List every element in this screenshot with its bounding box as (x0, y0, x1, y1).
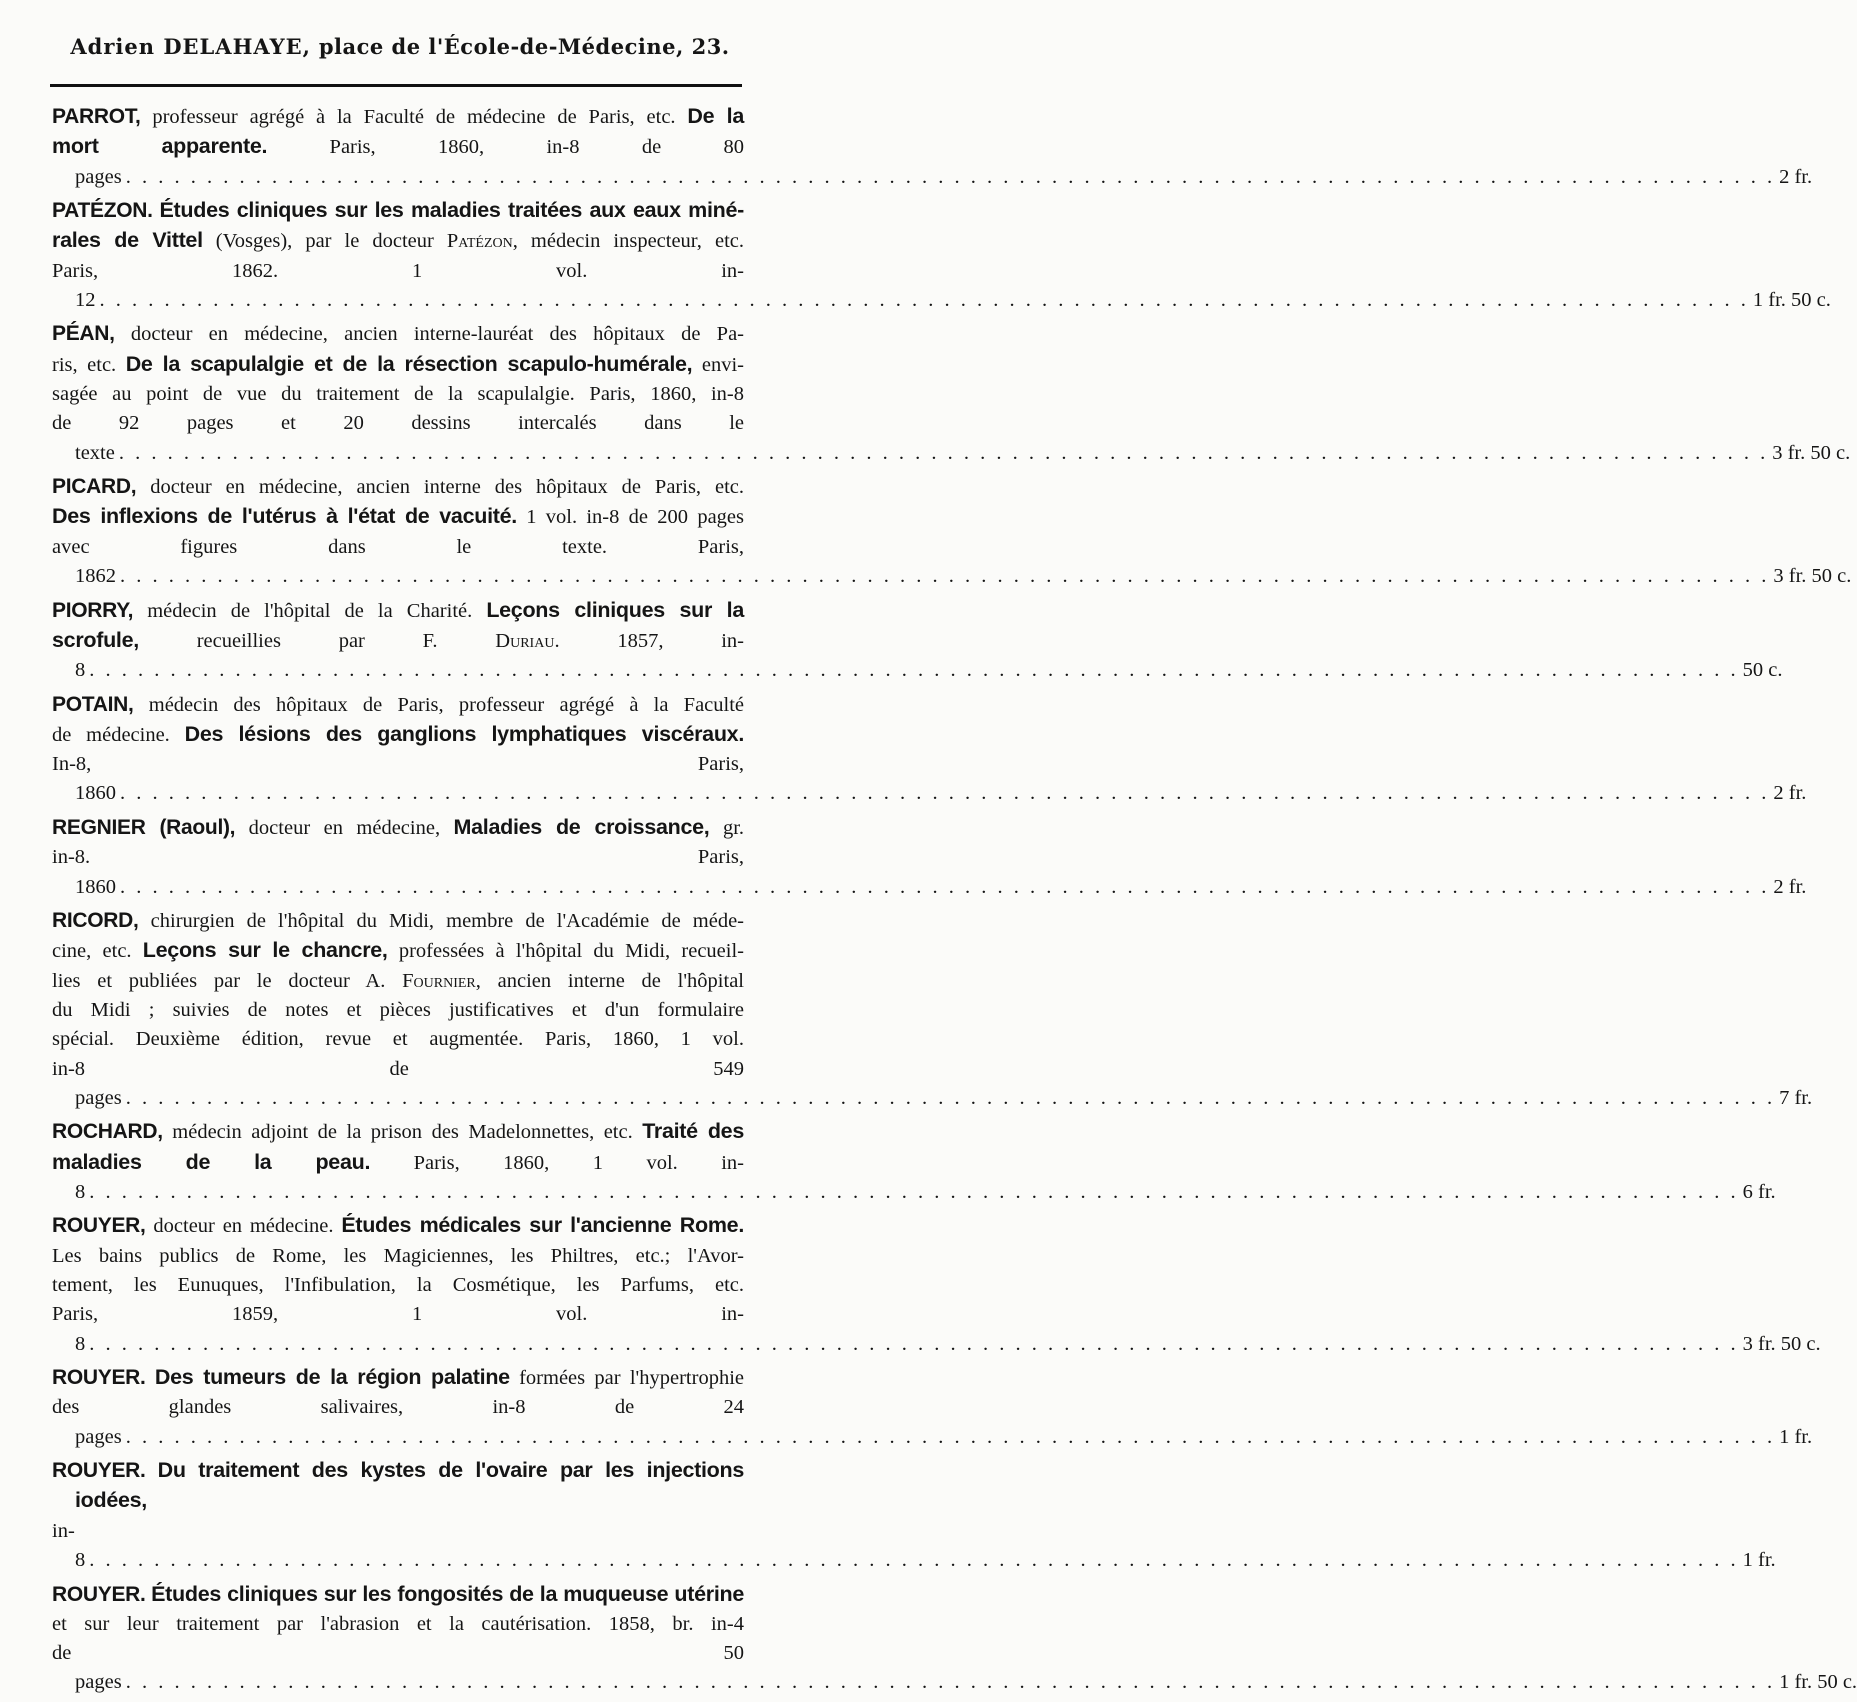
entry-author: ROCHARD, (52, 1120, 163, 1144)
dot-leader (89, 1333, 1738, 1355)
entry-text: sagée au point de vue du traitement de la scapulalgie. Paris, 1860, in-8 (52, 383, 744, 406)
entry-title: Études médicales sur l'ancienne Rome. (341, 1213, 744, 1238)
entry-price: 3 fr. 50 c. (1773, 565, 1852, 588)
entry-line (52, 1055, 1813, 1114)
entry-line (52, 132, 1813, 192)
entry-text: . 1857, in-8 (75, 629, 744, 682)
running-header (0, 34, 800, 59)
entry-text: docteur en médecine, ancien interne des hôpitaux de Paris, etc. (150, 476, 745, 499)
entry-text: de médecine. (52, 723, 185, 746)
entry-line (52, 906, 745, 936)
catalogue-entry (52, 1363, 1813, 1452)
entry-author: PÉAN, (52, 322, 115, 346)
entry-author: RICORD, (52, 909, 139, 933)
entry-line (52, 1610, 744, 1639)
catalogue-entry (52, 196, 1831, 315)
entry-line (52, 1148, 1776, 1208)
entry-title: maladies de la peau. (52, 1149, 371, 1174)
dot-leader (89, 1181, 1738, 1203)
entry-price: 2 fr. (1779, 165, 1813, 188)
entry-price: 50 c. (1742, 659, 1783, 682)
entry-text: envi- (692, 353, 744, 376)
entry-price: 1 fr. 50 c. (1752, 288, 1831, 311)
entry-line (52, 350, 744, 380)
catalogue-entry (52, 472, 1852, 591)
entry-author: ROUYER. (52, 1459, 146, 1483)
entry-text: recueillies par F. (138, 629, 496, 652)
catalogue-entry (52, 1580, 1857, 1698)
dot-leader (89, 659, 1738, 681)
entry-author: ROUYER, (52, 1214, 146, 1238)
catalogue-entries (52, 102, 1857, 1702)
entry-text: Paris, 1860, 1 vol. in-8 (75, 1151, 745, 1203)
entry-title: scrofule, (52, 627, 139, 652)
dot-leader (119, 442, 1768, 464)
dot-leader (126, 1671, 1775, 1693)
dot-leader (120, 782, 1769, 804)
entry-title: Leçons cliniques sur la (486, 597, 744, 622)
entry-text: gr. (709, 816, 745, 839)
entry-line (52, 533, 1852, 592)
entry-price: 1 fr. (1742, 1549, 1776, 1572)
catalogue-entry (52, 102, 1813, 192)
header-rule (50, 84, 742, 87)
entry-price: 6 fr. (1742, 1180, 1776, 1203)
entry-price: 3 fr. 50 c. (1742, 1332, 1821, 1355)
entry-text: tement, les Eunuques, l'Infibulation, la Cosmétique, les Parfums, etc. (52, 1273, 744, 1296)
entry-title: rales de Vittel (52, 228, 203, 253)
entry-line (52, 690, 745, 720)
dot-leader (89, 1549, 1738, 1571)
entry-text: de 50 pages (52, 1642, 744, 1694)
entry-text: in-8. Paris, 1860 (52, 846, 744, 898)
entry-price: 1 fr. 50 c. (1779, 1671, 1857, 1694)
entry-title: Leçons sur le chancre, (142, 938, 388, 963)
entry-text: (Vosges), par le docteur (202, 230, 447, 253)
entry-line (52, 1393, 1813, 1452)
catalogue-entry (52, 813, 1807, 902)
entry-title: Études cliniques sur les maladies traitées aux eaux miné- (159, 198, 745, 223)
entry-title: De la scapulalgie et de la résection scapulo-humérale, (125, 351, 693, 376)
entry-author: PIORRY, (52, 598, 134, 622)
entry-text: des glandes salivaires, in-8 de 24 pages (52, 1396, 744, 1448)
entry-author: ROUYER. (52, 1582, 146, 1606)
entry-text: médecin des hôpitaux de Paris, professeur agrégé à la Faculté (148, 693, 745, 716)
entry-line (52, 472, 745, 502)
entry-author: PATÉZON. (52, 199, 153, 223)
dot-leader (126, 1426, 1775, 1448)
entry-author: ROUYER. (52, 1366, 146, 1390)
entry-line (52, 936, 744, 966)
catalogue-entry (52, 1211, 1821, 1358)
entry-line (52, 319, 744, 349)
entry-text: In-8, Paris, 1860 (52, 753, 744, 805)
entry-line (52, 1517, 1776, 1576)
dot-leader (126, 1087, 1775, 1109)
entry-price: 1 fr. (1779, 1425, 1813, 1448)
entry-line (52, 813, 745, 843)
entry-title: Études cliniques sur les fongosités de la muqueuse utérine (151, 1581, 744, 1606)
entry-text: de 92 pages et 20 dessins intercalés dans le texte (52, 412, 744, 464)
entry-line (52, 626, 1783, 686)
entry-person: Fournier (402, 969, 476, 992)
entry-line (52, 843, 1807, 902)
publisher-address: place de l'École-de-Médecine, 23. (318, 34, 730, 59)
entry-text: Paris, 1860, in-8 de 80 pages (75, 136, 745, 188)
entry-text: et sur leur traitement par l'abrasion et la cautérisation. 1858, br. in-4 (52, 1612, 744, 1635)
entry-line (52, 502, 744, 532)
entry-line (52, 257, 1831, 316)
entry-line (52, 1456, 745, 1517)
entry-text: , médecin inspecteur, etc. (512, 230, 744, 253)
entry-line (52, 996, 744, 1025)
entry-line (52, 720, 745, 750)
entry-line (52, 409, 1851, 468)
entry-line (52, 1639, 1857, 1698)
entry-title: Des inflexions de l'utérus à l'état de vacuité. (52, 504, 517, 529)
entry-line (52, 1025, 744, 1054)
entry-line (52, 1211, 744, 1241)
entry-title: De la (687, 104, 744, 128)
entry-person: Duriau (495, 629, 555, 652)
entry-text: Les bains publics de Rome, les Magiciennes, les Philtres, etc.; l'Avor- (52, 1244, 744, 1267)
entry-author: PARROT, (52, 105, 141, 128)
catalogue-entry (52, 1456, 1776, 1575)
catalogue-entry (52, 319, 1851, 467)
entry-text: spécial. Deuxième édition, revue et augmentée. Paris, 1860, 1 vol. (52, 1028, 744, 1051)
dot-leader (126, 166, 1775, 188)
entry-line (52, 967, 744, 996)
entry-text: chirurgien de l'hôpital du Midi, membre de l'Académie de méde- (150, 910, 745, 933)
entry-line (52, 1271, 744, 1300)
catalogue-entry (52, 690, 1807, 809)
entry-text: du Midi ; suivies de notes et pièces justificatives et d'un formulaire (52, 998, 744, 1021)
entry-text: médecin de l'hôpital de la Charité. (147, 599, 487, 622)
entry-line (52, 596, 744, 626)
entry-title: Maladies de croissance, (453, 814, 710, 839)
entry-title: Des lésions des ganglions lymphatiques viscéraux. (184, 721, 745, 746)
entry-line (52, 1580, 744, 1610)
entry-text: ris, etc. (52, 353, 126, 376)
catalogue-entry (52, 596, 1783, 686)
catalogue-entry (52, 906, 1813, 1113)
entry-text: médecin adjoint de la prison des Madelonnettes, etc. (172, 1121, 643, 1144)
dot-leader (120, 876, 1769, 898)
entry-line (52, 196, 745, 226)
entry-title: Traité des (642, 1119, 744, 1144)
entry-line (52, 102, 744, 132)
entry-text: 1 vol. in-8 de 200 pages (516, 506, 744, 529)
entry-price: 2 fr. (1773, 782, 1807, 805)
entry-line (52, 380, 744, 409)
entry-title: mort apparente. (52, 134, 268, 159)
dot-leader (120, 565, 1769, 587)
publisher-name: Adrien DELAHAYE, (70, 34, 311, 59)
entry-text: Paris, 1862. 1 vol. in-12 (52, 259, 744, 311)
dot-leader (100, 289, 1749, 311)
entry-text: docteur en médecine, ancien interne-lauréat des hôpitaux de Pa- (130, 323, 744, 346)
entry-line (52, 1242, 744, 1271)
catalogue-entry (52, 1117, 1776, 1207)
entry-text: professées à l'hôpital du Midi, recueil- (387, 940, 744, 963)
entry-text: in-8 (52, 1519, 86, 1572)
entry-title: Des tumeurs de la région palatine (154, 1365, 510, 1390)
entry-text: docteur en médecine, (248, 816, 454, 839)
entry-price: 3 fr. 50 c. (1772, 441, 1851, 464)
entry-text: , ancien interne de l'hôpital (475, 969, 744, 992)
entry-line (52, 750, 1807, 809)
entry-text: docteur en médecine. (153, 1215, 342, 1238)
entry-title: Du traitement des kystes de l'ovaire par les injections iodées, (75, 1458, 745, 1513)
entry-text: Paris, 1859, 1 vol. in-8 (52, 1303, 744, 1355)
entry-price: 2 fr. (1773, 875, 1807, 898)
entry-text: formées par l'hypertrophie (509, 1367, 744, 1390)
entry-text: avec figures dans le texte. Paris, 1862 (52, 535, 744, 588)
entry-person: Patézon (446, 230, 513, 253)
entry-price: 7 fr. (1779, 1086, 1813, 1109)
entry-line (52, 1300, 1821, 1359)
entry-author: POTAIN, (52, 692, 134, 716)
entry-line (52, 1117, 744, 1147)
entry-text: cine, etc. (52, 940, 143, 963)
entry-text: in-8 de 549 pages (52, 1057, 744, 1109)
entry-line (52, 1363, 744, 1393)
entry-author: PICARD, (52, 475, 137, 499)
entry-text: lies et publiées par le docteur A. (52, 969, 403, 992)
entry-text: professeur agrégé à la Faculté de médecine de Paris, etc. (152, 106, 688, 128)
entry-line (52, 226, 744, 256)
entry-author: REGNIER (Raoul), (52, 815, 236, 839)
